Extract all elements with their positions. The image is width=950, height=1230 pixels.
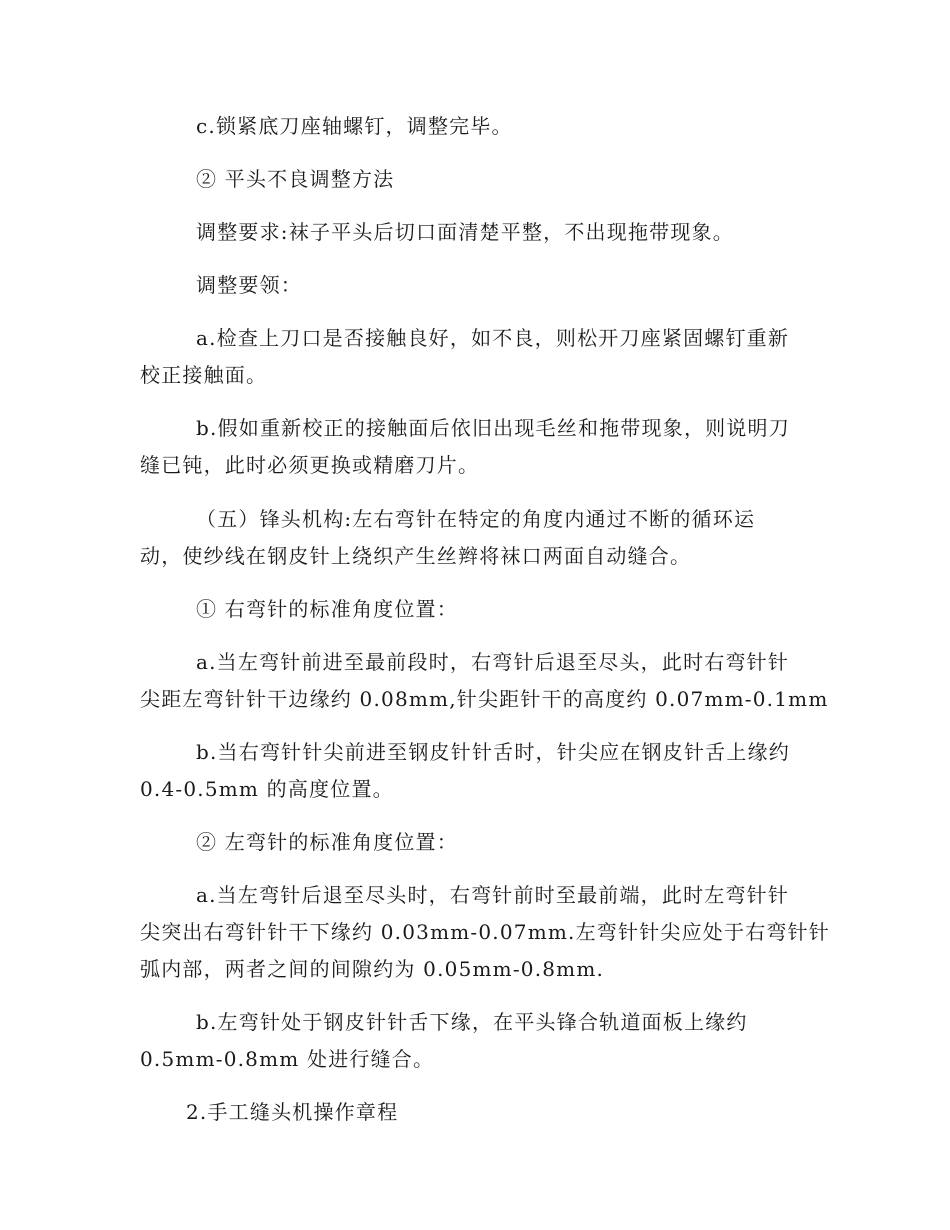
- paragraph-lock-screw: c.锁紧底刀座轴螺钉，调整完毕。: [196, 114, 513, 138]
- paragraph-right-looper-b-line1: b.当右弯针针尖前进至钢皮针针舌时，针尖应在钢皮针舌上缘约: [196, 740, 790, 764]
- paragraph-left-looper-a-line2: 尖突出右弯针针干下缘约 0.03mm-0.07mm.左弯针针尖应处于右弯针针: [140, 920, 830, 944]
- paragraph-check-blade-line2: 校正接触面。: [140, 363, 268, 387]
- paragraph-left-looper-b-line1: b.左弯针处于钢皮针针舌下缘，在平头锋合轨道面板上缘约: [196, 1010, 748, 1034]
- paragraph-blade-dull-line2: 缝已钝，此时必须更换或精磨刀片。: [140, 453, 480, 477]
- paragraph-left-looper-b-line2: 0.5mm-0.8mm 处进行缝合。: [140, 1047, 435, 1071]
- section-five-heading-line2: 动，使纱线在钢皮针上绕织产生丝辫将袜口两面自动缝合。: [140, 544, 692, 568]
- paragraph-blade-dull-line1: b.假如重新校正的接触面后依旧出现毛丝和拖带现象，则说明刀: [196, 416, 790, 440]
- heading-right-looper-angle: ① 右弯针的标准角度位置：: [196, 597, 458, 621]
- paragraph-adjust-essentials: 调整要领：: [196, 273, 302, 297]
- paragraph-right-looper-a-line1: a.当左弯针前进至最前段时，右弯针后退至尽头，此时右弯针针: [196, 650, 790, 674]
- paragraph-left-looper-a-line1: a.当左弯针后退至尽头时，右弯针前时至最前端，此时左弯针针: [196, 883, 790, 907]
- paragraph-check-blade-line1: a.检查上刀口是否接触良好，如不良，则松开刀座紧固螺钉重新: [196, 326, 790, 350]
- heading-manual-sewing-machine: 2.手工缝头机操作章程: [186, 1100, 399, 1124]
- paragraph-right-looper-a-line2: 尖距左弯针针干边缘约 0.08mm,针尖距针干的高度约 0.07mm-0.1mm: [140, 687, 829, 711]
- paragraph-adjust-requirement: 调整要求:袜子平头后切口面清楚平整，不出现拖带现象。: [196, 220, 734, 244]
- heading-flat-head-adjustment: ② 平头不良调整方法: [196, 167, 395, 191]
- section-five-heading-line1: （五）锋头机构:左右弯针在特定的角度内通过不断的循环运: [196, 507, 756, 531]
- paragraph-right-looper-b-line2: 0.4-0.5mm 的高度位置。: [140, 777, 394, 801]
- paragraph-left-looper-a-line3: 弧内部，两者之间的间隙约为 0.05mm-0.8mm.: [140, 957, 605, 981]
- heading-left-looper-angle: ② 左弯针的标准角度位置：: [196, 830, 458, 854]
